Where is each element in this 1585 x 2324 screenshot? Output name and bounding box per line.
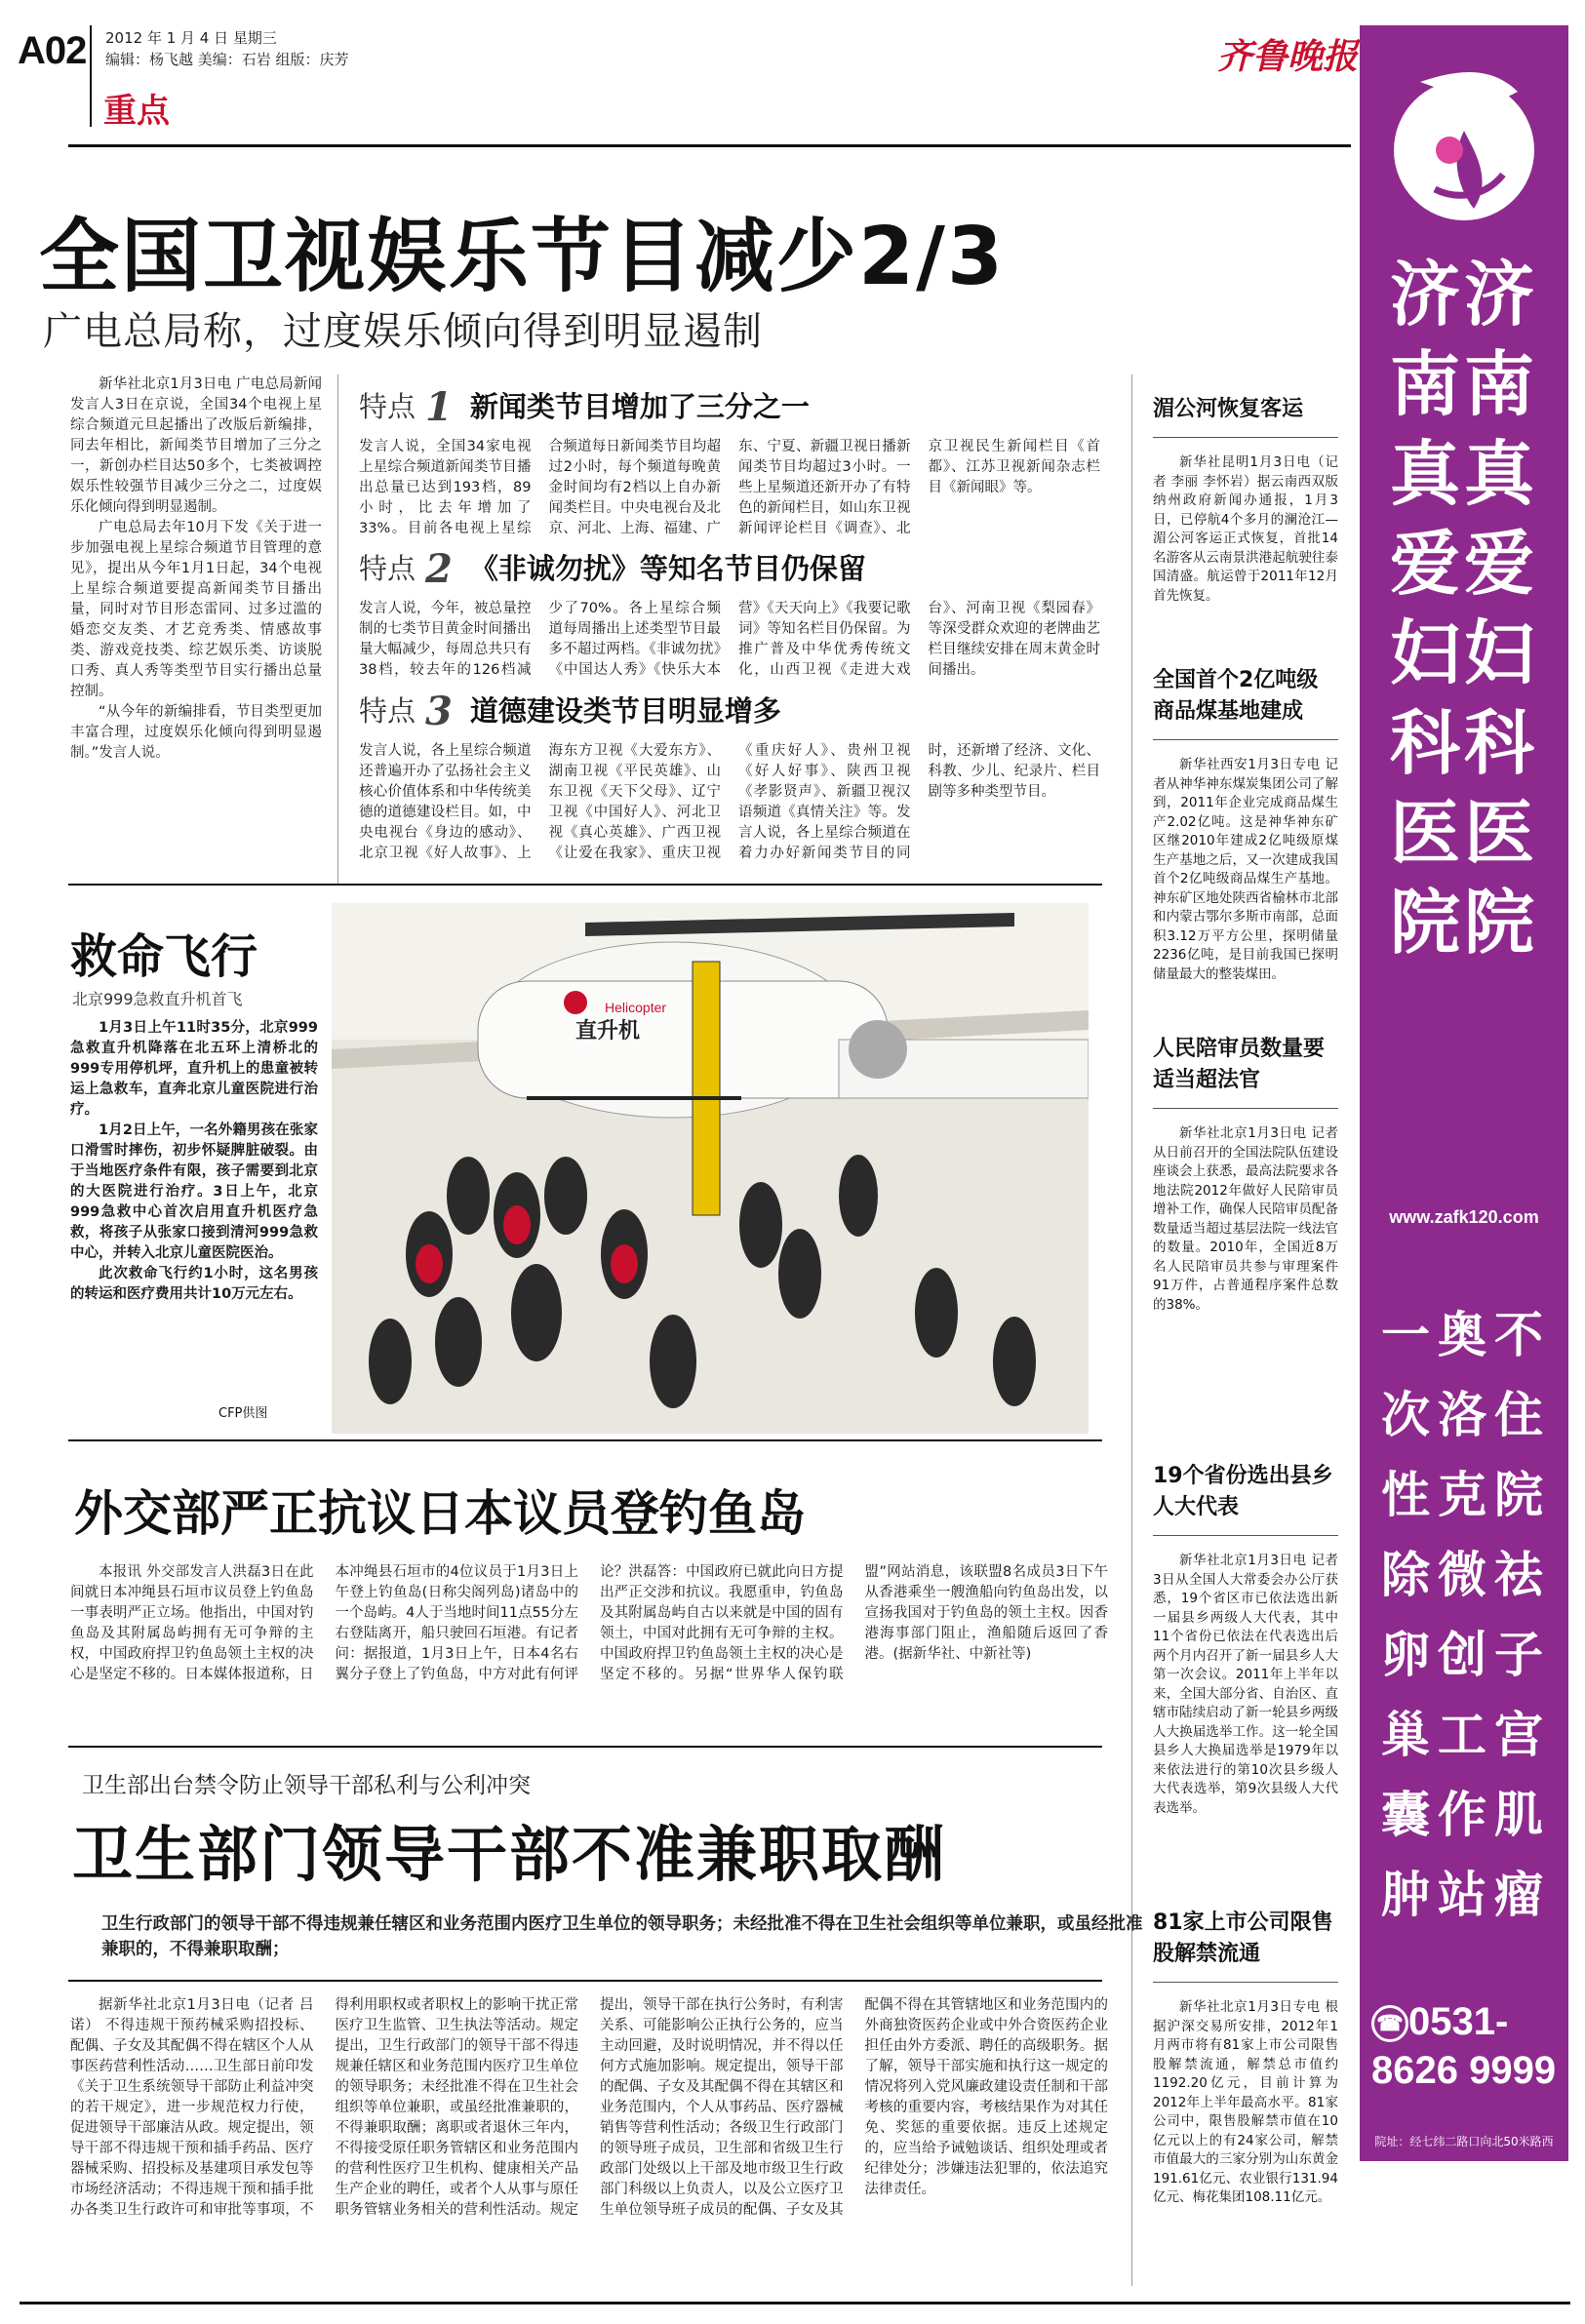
- slogan-char: 祛: [1494, 1547, 1551, 1603]
- name-char: 南: [1464, 343, 1539, 425]
- feature-text-2: 发言人说，今年，被总量控制的七类节目黄金时间播出量大幅减少，每周总共只有38档，较去年的126档减少了70%。各上星综合频道每周播出上述类型节目最多不超过两档。《非诚勿扰》《中国达人秀》《快乐大本营》《天天向上》《我要记歌词》等知名栏目仍保留。为推广普及中华优秀传统文化，山西卫视《走进大戏台》、河南卫视《梨园春》等深受群众欢迎的老牌曲艺栏目继续安排在周末黄金时间播出。: [359, 601, 1100, 678]
- side-story-title: 湄公河恢复客运: [1153, 397, 1304, 421]
- side-story-paragraph: 新华社北京1月3日电 记者3日从全国人大常委会办公厅获悉，19个省区市已依法选出新一届县乡两级人大代表，其中11个省份已依法在代表选出后两个月内召开了新一届县乡人大第一次会议。2011年上半年以来，全国大部分省、自治区、直辖市陆续启动了新一轮县乡两级人大换届选举工作。这一轮全国县乡人大换届选举是1979年以来依法进行的第10次县乡级人大代表选举，第9次县级人大代表选举。: [1153, 1553, 1338, 1816]
- feature-number: 1: [425, 384, 453, 430]
- health-title: 卫生部门领导干部不准兼职取酬: [72, 1819, 947, 1890]
- intro-paragraph: “从今年的新编排看，节目类型更加丰富合理，过度娱乐化倾向得到明显遏制。”发言人说。: [70, 704, 322, 761]
- feature-label: 特点: [359, 552, 416, 585]
- diplomacy-paragraph: 本报讯 外交部发言人洪磊3日在此间就日本冲绳县石垣市议员登上钓鱼岛一事表明严正立场。他指出，中国对钓鱼岛及其附属岛屿拥有无可争辩的主权，中国政府捍卫钓鱼岛领土主权的决心是坚定不移的。日本媒体报道称，日本冲绳县石垣市的4位议员于1月3日上午登上钓鱼岛(日称尖阁列岛)诸岛中的一个岛屿。4人于当地时间11点55分左右登陆离开，船只驶回石垣港。有记者问：据报道，1月3日上午，日本4名右翼分子登上了钓鱼岛，中方对此有何评论？洪磊答：中国政府已就此向日方提出严正交涉和抗议。我愿重申，钓鱼岛及其附属岛屿自古以来就是中国的固有领土，中国对此拥有无可争辩的主权。中国政府捍卫钓鱼岛领土主权的决心是坚定不移的。另据“世界华人保钓联盟”网站消息，该联盟8名成员3日下午从香港乘坐一艘渔船向钓鱼岛出发，以宣扬我国对于钓鱼岛的领土主权。因香港海事部门阻止，渔船随后返回了香港。(据新华社、中新社等): [70, 1564, 1108, 1682]
- side-divider: [1153, 1535, 1338, 1536]
- side-story-text: [1153, 1998, 1338, 2297]
- column-divider: [337, 374, 338, 884]
- phone-number: 8626 9999: [1371, 2049, 1557, 2092]
- hospital-logo-icon: [1381, 43, 1547, 228]
- name-char: 医: [1389, 792, 1464, 874]
- slogan-char: 除: [1381, 1547, 1438, 1603]
- slogan-char: 肿: [1381, 1867, 1438, 1923]
- hospital-name: [1373, 250, 1555, 967]
- feature-title: 新闻类节目增加了三分之一: [469, 390, 810, 423]
- editor-line: 编辑：杨飞越 美编：石岩 组版：庆芳: [105, 51, 349, 68]
- slogan-char: 洛: [1438, 1387, 1494, 1443]
- side-story-paragraph: 新华社北京1月3日专电 根据沪深交易所安排，2012年1月两市将有81家上市公司限售股解禁流通，解禁总市值约1192.20亿元，目前计算为2012年上半年最高水平。81家公司中，限售股解禁市值在10亿元以上的有24家公司，解禁市值最大的三家分别为山东黄金191.61亿元、农业银行131.94亿元、梅花集团108.11亿元。: [1153, 1999, 1338, 2205]
- side-story: [1153, 1034, 1338, 1413]
- side-story-paragraph: 新华社北京1月3日电 记者从日前召开的全国法院队伍建设座谈会上获悉，最高法院要求各地法院2012年做好人民陪审员增补工作，确保人民陪审员配备数量适当超过基层法院一线法官的数量。2010年，全国近8万名人民陪审员共参与审理案件91万件，占普通程序案件总数的38%。: [1153, 1125, 1338, 1313]
- feature-number: 2: [425, 546, 453, 592]
- name-char: 真: [1389, 433, 1464, 515]
- health-kicker: 卫生部出台禁令防止领导干部私利与公利冲突: [82, 1773, 531, 1798]
- slogan-char: 作: [1438, 1787, 1494, 1843]
- health-lead: 卫生行政部门的领导干部不得违规兼任辖区和业务范围内医疗卫生单位的领导职务；未经批准不得在卫生社会组织等单位兼职，或虽经批准兼职的，不得兼职取酬；: [101, 1914, 1143, 1959]
- side-story-text: [1153, 1124, 1338, 1413]
- photo-credit: CFP供图: [218, 1406, 268, 1421]
- hospital-url[interactable]: www.zafk120.com: [1389, 1207, 1539, 1227]
- slogan-char: 性: [1381, 1467, 1438, 1523]
- slogan-char: 院: [1494, 1467, 1551, 1523]
- name-char: 妇: [1464, 612, 1539, 694]
- header-rule: [68, 144, 1351, 147]
- slogan-char: 子: [1494, 1627, 1551, 1683]
- header-divider: [90, 25, 92, 127]
- intro-paragraph: 新华社北京1月3日电 广电总局新闻发言人3日在京说，全国34个电视上星综合频道元旦起播出了改版后新编排，同去年相比，新闻类节目增加了三分之一，新创办栏目达50多个，七类被调控娱乐性较强节目减少三分之二，过度娱乐化倾向得到明显遏制。: [70, 376, 322, 515]
- side-story-title: 19个省份选出县乡人大代表: [1153, 1464, 1333, 1519]
- name-char: 医: [1464, 792, 1539, 874]
- side-divider: [1153, 1108, 1338, 1109]
- feature-text-1: 发言人说，全国34家电视上星综合频道新闻类节目播出总量已达到193档，89小时，比去年增加了33%。目前各电视上星综合频道每日新闻类节目均超过2小时，每个频道每晚黄金时间均有2档以上自办新闻类栏目。中央电视台及北京、河北、上海、福建、广东、宁夏、新疆卫视日播新闻类节目均超过3小时。一些上星频道还新开办了有特色的新闻栏目，如山东卫视新闻评论栏目《调查》、北京卫视民生新闻栏目《首都》、江苏卫视新闻杂志栏目《新闻眼》等。: [359, 439, 1100, 536]
- section-title: 重点: [103, 92, 170, 131]
- feature-label: 特点: [359, 390, 416, 423]
- ad-slogan: [1375, 1295, 1557, 1935]
- name-char: 济: [1464, 254, 1539, 335]
- page-number: A02: [18, 29, 87, 72]
- name-char: 科: [1389, 702, 1464, 784]
- slogan-char: 次: [1381, 1387, 1438, 1443]
- rescue-paragraph: 1月3日上午11时35分，北京999急救直升机降落在北五环上清桥北的999专用停机坪，直升机上的患童被转运上急救车，直奔北京儿童医院进行治疗。: [70, 1020, 318, 1118]
- rescue-photo: [332, 903, 1089, 1434]
- feature-text-3: 发言人说，各上星综合频道还普遍开办了弘扬社会主义核心价值体系和中华传统美德的道德建设栏目。如，中央电视台《身边的感动》、北京卫视《好人故事》、上海东方卫视《大爱东方》、湖南卫视《平民英雄》、山东卫视《天下父母》、辽宁卫视《中国好人》、河北卫视《真心英雄》、广西卫视《让爱在我家》、重庆卫视《重庆好人》、贵州卫视《好人好事》、陕西卫视《孝影贤声》、新疆卫视汉语频道《真情关注》等。发言人说，各上星综合频道在着力办好新闻类节目的同时，还新增了经济、文化、科教、少儿、纪录片、栏目剧等多种类型节目。: [359, 743, 1100, 861]
- slogan-char: 微: [1438, 1547, 1494, 1603]
- diplomacy-title: 外交部严正抗议日本议员登钓鱼岛: [74, 1485, 806, 1542]
- column-divider: [1131, 374, 1132, 2286]
- slogan-char: 创: [1438, 1627, 1494, 1683]
- side-story: [1153, 394, 1338, 625]
- name-char: 真: [1464, 433, 1539, 515]
- name-char: 院: [1389, 882, 1464, 964]
- name-char: 爱: [1389, 523, 1464, 605]
- lead-intro: [70, 374, 322, 872]
- section-rule: [68, 1980, 1102, 1982]
- rescue-text: [70, 1018, 318, 1393]
- feature-heading-1: [359, 384, 810, 430]
- name-char: 爱: [1464, 523, 1539, 605]
- name-char: 妇: [1389, 612, 1464, 694]
- side-story-title: 81家上市公司限售股解禁流通: [1153, 1910, 1333, 1966]
- side-story: [1153, 1908, 1338, 2297]
- slogan-char: 卵: [1381, 1627, 1438, 1683]
- side-story: [1153, 1461, 1338, 1875]
- lead-headline: 全国卫视娱乐节目减少2/3: [39, 211, 1006, 303]
- rescue-subtitle: 北京999急救直升机首飞: [72, 990, 243, 1008]
- rescue-title: 救命飞行: [70, 929, 258, 984]
- slogan-char: 瘤: [1494, 1867, 1551, 1923]
- health-paragraph: 据新华社北京1月3日电（记者 吕诺） 不得违规干预药械采购招投标、配偶、子女及其配偶不得在辖区个人从事医药营利性活动……卫生部日前印发《关于卫生系统领导干部防止利益冲突的若干规定》，进一步规范权力行使，促进领导干部廉洁从政。规定提出，领导干部不得违规干预和插手药品、医疗器械采购、招投标及基建项目承发包等市场经济活动；不得违规干预和插手批办各类卫生行政许可和审批等事项，不得利用职权或者职权上的影响干扰正常医疗卫生监管、卫生执法等活动。规定提出，卫生行政部门的领导干部不得违规兼任辖区和业务范围内医疗卫生单位的领导职务；未经批准不得在卫生社会组织等单位兼职，或虽经批准兼职的，不得兼职取酬；离职或者退休三年内，不得接受原任职务管辖区和业务范围内的营利性医疗卫生机构、健康相关产品生产企业的聘任，或者个人从事与原任职务管辖业务相关的营利性活动。规定提出，领导干部在执行公务时，有利害关系、可能影响公正执行公务的，应当主动回避，及时说明情况，并不得以任何方式施加影响。规定提出，领导干部的配偶、子女及其配偶不得在其辖区和业务范围内，个人从事药品、医疗器械销售等营利性活动；各级卫生行政部门的领导班子成员，卫生部和省级卫生行政部门处级以上干部及地市级卫生行政部门科级以上负责人，以及公立医疗卫生单位领导班子成员的配偶、子女及其配偶不得在其管辖地区和业务范围内的外商独资医药企业或中外合资医药企业担任由外方委派、聘任的高级职务。据了解，领导干部实施和执行这一规定的情况将列入党风廉政建设责任制和干部考核的重要内容，考核结果作为对其任免、奖惩的重要依据。违反上述规定的，应当给予诫勉谈话、组织处理或者纪律处分；涉嫌违法犯罪的，依法追究法律责任。: [70, 1997, 1108, 2218]
- feature-heading-3: [359, 689, 781, 734]
- hospital-ad[interactable]: [1360, 25, 1568, 2161]
- rescue-paragraph: 此次救命飞行约1小时，这名男孩的转运和医疗费用共计10万元左右。: [70, 1266, 318, 1302]
- date-line: 2012 年 1 月 4 日 星期三: [105, 29, 277, 47]
- rescue-paragraph: 1月2日上午，一名外籍男孩在张家口滑雪时摔伤，初步怀疑脾脏破裂。由于当地医疗条件有限，孩子需要到北京的大医院进行治疗。3日上午，北京999急救中心首次启用直升机医疗急救，将孩子从张家口接到清河999急救中心，并转入北京儿童医院医治。: [70, 1123, 318, 1261]
- side-story-text: [1153, 453, 1338, 625]
- footer-rule: [20, 2302, 1570, 2304]
- side-story-text: [1153, 1552, 1338, 1875]
- side-divider: [1153, 739, 1338, 740]
- feature-title: 道德建设类节目明显增多: [469, 694, 781, 728]
- slogan-char: 囊: [1381, 1787, 1438, 1843]
- header-meta: [105, 27, 349, 70]
- side-story-paragraph: 新华社西安1月3日专电 记者从神华神东煤炭集团公司了解到，2011年企业完成商品煤生产2.02亿吨。这是神华神东矿区继2010年建成2亿吨级原煤生产基地之后，又一次建成我国首个2亿吨级商品煤生产基地。神东矿区地处陕西省榆林市北部和内蒙古鄂尔多斯市南部，总面积3.12万平方公里，探明储量2236亿吨，是目前我国已探明储量最大的整装煤田。: [1153, 757, 1338, 982]
- side-story-title: 人民陪审员数量要适当超法官: [1153, 1037, 1326, 1092]
- slogan-char: 住: [1494, 1387, 1551, 1443]
- side-story-paragraph: 新华社昆明1月3日电（记者 李丽 李怀岩）据云南西双版纳州政府新闻办通报，1月3日，已停航4个多月的澜沧江—湄公河客运正式恢复，首批14名游客从云南景洪港起航驶往泰国清盛。航运曾于2011年12月首先恢复。: [1153, 454, 1338, 604]
- side-story: [1153, 665, 1338, 1058]
- section-rule: [68, 884, 1102, 886]
- slogan-char: 肌: [1494, 1787, 1551, 1843]
- health-text: [70, 1995, 1108, 2288]
- intro-paragraph: 广电总局去年10月下发《关于进一步加强电视上星综合频道节目管理的意见》，提出从今年1月1日起，34个电视上星综合频道要提高新闻类节目播出量，同时对节目形态雷同、过多过滥的婚恋交友类、才艺竞秀类、情感故事类、游戏竞技类、综艺娱乐类、访谈脱口秀、真人秀等类型节目实行播出总量控制。: [70, 520, 322, 699]
- masthead-logo: 齐鲁晚报: [1217, 36, 1359, 77]
- slogan-char: 工: [1438, 1707, 1494, 1763]
- lead-subhead: 广电总局称，过度娱乐倾向得到明显遏制: [43, 309, 763, 354]
- hospital-address: 院址：经七纬二路口向北50米路西: [1374, 2135, 1554, 2148]
- heli-label-cn: 直升机: [575, 1019, 641, 1044]
- phone-icon: ☎: [1371, 2005, 1408, 2042]
- section-rule: [68, 1746, 1102, 1748]
- name-char: 济: [1389, 254, 1464, 335]
- slogan-char: 巢: [1381, 1707, 1438, 1763]
- side-divider: [1153, 437, 1338, 438]
- phone-block[interactable]: [1371, 1997, 1556, 2095]
- side-divider: [1153, 1982, 1338, 1983]
- slogan-char: 宫: [1494, 1707, 1551, 1763]
- diplomacy-text: [70, 1562, 1108, 1730]
- feature-heading-2: [359, 546, 866, 592]
- helicopter-photo-icon: [332, 903, 1089, 1434]
- slogan-char: 克: [1438, 1467, 1494, 1523]
- feature-number: 3: [425, 689, 453, 734]
- heli-label-en: Helicopter: [605, 1000, 667, 1015]
- name-char: 科: [1464, 702, 1539, 784]
- name-char: 南: [1389, 343, 1464, 425]
- slogan-char: 一: [1381, 1307, 1438, 1363]
- side-story-title: 全国首个2亿吨级商品煤基地建成: [1153, 668, 1319, 724]
- phone-prefix: 0531-: [1408, 2000, 1509, 2043]
- feature-title: 《非诚勿扰》等知名节目仍保留: [469, 552, 866, 585]
- slogan-char: 奥: [1438, 1307, 1494, 1363]
- slogan-char: 不: [1494, 1307, 1551, 1363]
- name-char: 院: [1464, 882, 1539, 964]
- slogan-char: 站: [1438, 1867, 1494, 1923]
- side-story-text: [1153, 756, 1338, 1058]
- feature-label: 特点: [359, 694, 416, 728]
- section-rule: [68, 1439, 1102, 1441]
